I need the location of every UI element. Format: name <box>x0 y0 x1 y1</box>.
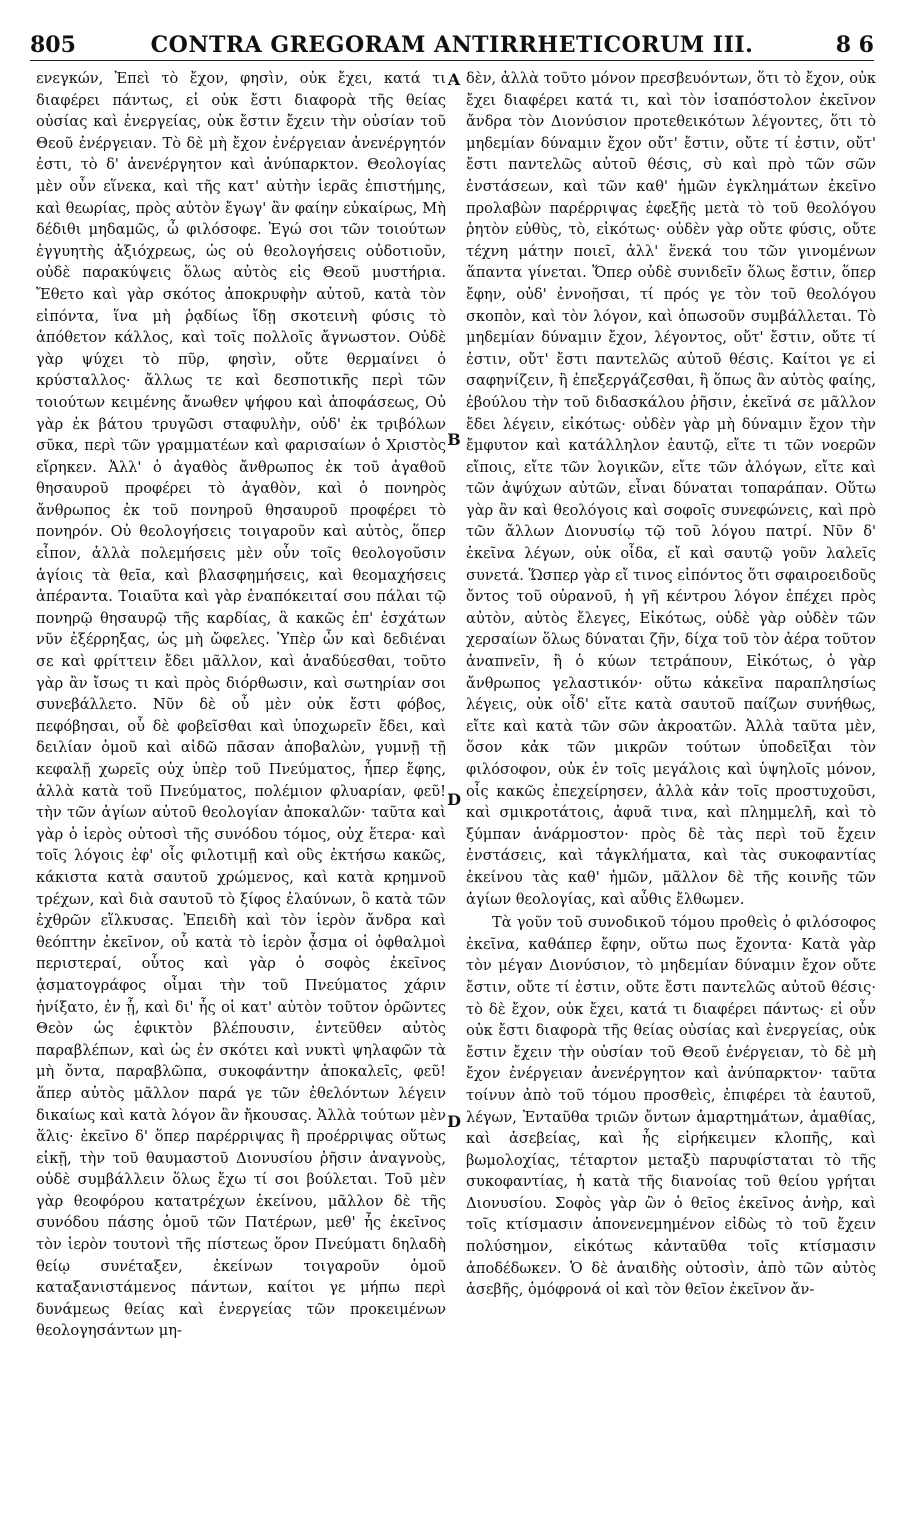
running-header <box>30 22 874 61</box>
margin-marker-d: D <box>447 1112 461 1131</box>
left-column <box>36 68 446 1518</box>
right-column <box>466 68 876 1518</box>
page-number-right: 8 6 <box>835 32 874 58</box>
right-paragraph-1: δὲν, ἀλλὰ τοῦτο μόνον πρεσβευόντων, ὅτι τὸ ἔχον, οὐκ ἔχει διαφέρει κατά τι, καὶ τὸν ἰσαπόστολον ἐκεῖνον ἄνδρα τὸν Διονύσιον προτεθεικότων λέγοντες, ὅτι τὸ μηδεμίαν δύναμιν ἔχον οὔτ' ἔστιν, οὔτε τί ἐστιν, οὔτ' ἔστι παντελῶς αὐτοῦ θέσις, σὺ καὶ πρὸ τῶν σῶν ἐνστάσεων, καὶ τῶν καθ' ἡμῶν ἐγκλημάτων ἐκεῖνο προλαβὼν παρέρριψας ἐφεξῆς μετὰ τὸ τοῦ θεολόγου ῥητὸν εὐθὺς, τὸ, εἰκότως· οὐδὲν γὰρ οὔτε φύσις, οὔτε τέχνη μάτην ποιεῖ, ἀλλ' ἕνεκά του τῶν γινομένων ἅπαντα γίνεται. Ὅπερ οὐδὲ συνιδεῖν ὅλως ἔστιν, ὅπερ ἔφην, οὐδ' ἐννοῆσαι, τί πρός γε τὸν τοῦ θεολόγου σκοπὸν, καὶ τὸν λόγον, καὶ ὁπωσοῦν συμβάλλεται. Τὸ μηδεμίαν δύναμιν ἔχον, λέγοντος, οὔτ' ἔστιν, οὔτε τί ἐστιν, οὔτ' ἔστι παντελῶς αὐτοῦ θέσις. Καίτοι γε εἰ σαφηνίζειν, ἢ ἐπεξεργάζεσθαι, ἢ ὅπως ἂν αὐτὸς φαίης, ἐβούλου τὴν τοῦ διδασκάλου ῥῆσιν, ἐκεῖνά σε μᾶλλον ἔδει λέγειν, εἰκότως· οὐδὲν γὰρ μὴ δύναμιν ἔχον τὴν ἔμφυτον καὶ κατάλληλον ἑαυτῷ, εἴτε τι τῶν νοερῶν εἴποις, εἴτε τῶν λογικῶν, εἴτε τῶν ἀλόγων, εἴτε καὶ τῶν ἀψύχων αὐτῶν, εἶναι δύναται τοπαράπαν. Οὕτω γὰρ ἂν καὶ θεολόγοις καὶ σοφοῖς συνεφώνεις, καὶ πρὸ τῶν ἄλλων Διονυσίῳ τῷ τοῦ λόγου πατρί. Νῦν δ' ἐκεῖνα λέγων, οὐκ οἶδα, εἴ καὶ σαυτῷ γοῦν λαλεῖς συνετά. Ὥσπερ γὰρ εἴ τινος εἰπόντος ὅτι σφαιροειδοῦς ὄντος τοῦ οὐρανοῦ, ἡ γῆ κέντρου λόγον ἐπέχει πρὸς αὐτὸν, αὐτὸς ἔλεγες, Εἰκότως, οὐδὲ γὰρ οὐδὲν τῶν χερσαίων ὅλως δύναται ζῆν, δίχα τοῦ τὸν ἀέρα τοῦτον ἀναπνεῖν, ἢ ὁ κύων τετράπουν, Εἰκότως, ὁ γὰρ ἄνθρωπος γελαστικόν· οὕτω κἀκεῖνα παραπλησίως λέγεις, οὐκ οἶδ' εἴτε κατὰ σαυτοῦ παίζων συνήθως, εἴτε καὶ κατὰ τῶν σῶν ἀκροατῶν. Ἀλλὰ ταῦτα μὲν, ὅσον κἀκ τῶν μικρῶν τούτων ὑποδεῖξαι τὸν φιλόσοφον, οὐκ ἐν τοῖς μεγάλοις καὶ ὑψηλοῖς μόνον, οἷς κακῶς ἐπεχείρησεν, ἀλλὰ κἀν τοῖς προστυχοῦσι, καὶ σμικροτάτοις, ἀφυᾶ τινα, καὶ πλημμελῆ, καὶ τὸ ξύμπαν ἀνάρμοστον· πρὸς δὲ τὰς περὶ τοῦ ἔχειν ἐνστάσεις, καὶ τἀγκλήματα, καὶ τὰς συκοφαντίας ἐκείνου τὰς καθ' ἡμῶν, μᾶλλον δὲ τῆς κοινῆς τῶν ἁγίων θεολογίας, καὶ αὖθις ἔλθωμεν. <box>466 70 876 908</box>
page-number-left: 805 <box>30 32 76 58</box>
right-paragraph-2: Τὰ γοῦν τοῦ συνοδικοῦ τόμου προθεὶς ὁ φιλόσοφος ἐκεῖνα, καθάπερ ἔφην, οὕτω πως ἔχοντα· Κατὰ γὰρ τὸν μέγαν Διονύσιον, τὸ μηδεμίαν δύναμιν ἔχον οὔτε ἔστιν, οὔτε τί ἐστιν, οὔτε ἔστι παντελῶς αὐτοῦ θέσις· τὸ δὲ ἔχον, οὐκ ἔχει, κατά τι διαφέρει πάντως· εἰ οὖν οὐκ ἔστι διαφορὰ τῆς θείας οὐσίας καὶ ἐνεργείας, οὐκ ἔστιν ἔχειν τὴν οὐσίαν τοῦ Θεοῦ ἐνέργειαν, τὸ δὲ μὴ ἔχον ἐνέργειαν ἀνενέργητον καὶ ἀνύπαρκτον· ταῦτα τοίνυν ἀπὸ τοῦ τόμου προσθεὶς, ἐπιφέρει τὰ ἑαυτοῦ, λέγων, Ἐνταῦθα τριῶν ὄντων ἁμαρτημάτων, ἀμαθίας, καὶ ἀσεβείας, καὶ ἧς εἰρήκειμεν κλοπῆς, καὶ βωμολοχίας, τέταρτον μεταξὺ παρυφίσταται τὸ τῆς συκοφαντίας, ἡ κατὰ τῆς διανοίας τοῦ θείου γρήται Διονυσίου. Σοφὸς γὰρ ὢν ὁ θεῖος ἐκεῖνος ἀνὴρ, καὶ τοῖς κτίσμασιν ἀπονενεμημένον εἰδὼς τὸ τοῦ ἔχειν πολύσημον, εἰκότως κἀνταῦθα τοῖς κτίσμασιν ἀποδέδωκεν. Ὁ δὲ ἀναιδὴς οὑτοσὶν, ἀπὸ τῶν αὐτὸς ἀσεβῆς, ὁμόφρονά οἱ καὶ τὸν θεῖον ἐκεῖνον ἄν- <box>466 914 876 1299</box>
margin-marker-a: A <box>447 70 461 89</box>
left-paragraph-1: ενεγκών, Ἐπεὶ τὸ ἔχον, φησὶν, οὐκ ἔχει, κατά τι διαφέρει πάντως, εἰ οὐκ ἔστι διαφορὰ τῆς θείας οὐσίας καὶ ἐνεργείας, οὐκ ἔστιν ἔχειν τὴν οὐσίαν τοῦ Θεοῦ ἐνέργειαν. Τὸ δὲ μὴ ἔχον ἐνέργειαν ἀνενέργητόν ἐστι, τὸ δ' ἀνενέργητον καὶ ἀνύπαρκτον. Θεολογίας μὲν οὖν εἵνεκα, καὶ τῆς κατ' αὐτὴν ἱερᾶς ἐπιστήμης, καὶ θεωρίας, πρὸς αὐτὸν ἔγωγ' ἂν φαίην εὐκαίρως, Μὴ δέδιθι μηδαμῶς, ὦ φιλόσοφε. Ἐγώ σοι τῶν τοιούτων ἐγγυητὴς ἀξιόχρεως, ὡς οὐ θεολογήσεις οὐδοτιοῦν, οὐδὲ παρακύψεις ὅλως αὐτὸς εἰς Θεοῦ μυστήρια. Ἔθετο καὶ γὰρ σκότος ἀποκρυφὴν αὐτοῦ, κατὰ τὸν εἰπόντα, ἵνα μὴ ῥᾳδίως ἴδῃ σκοτεινὴ φύσις τὸ ἀπόθετον κάλλος, καὶ τοῖς πολλοῖς ἄγνωστον. Οὐδὲ γὰρ ψύχει τὸ πῦρ, φησὶν, οὔτε θερμαίνει ὁ κρύσταλλος· ἄλλως τε καὶ δεσποτικῆς περὶ τῶν τοιούτων κειμένης ἄνωθεν ψήφου καὶ ἀποφάσεως, Οὐ γὰρ ἐκ βάτου τρυγῶσι σταφυλὴν, οὐδ' ἐκ τριβόλων σῦκα, περὶ τῶν γραμματέων καὶ φαρισαίων ὁ Χριστὸς εἴρηκεν. Ἀλλ' ὁ ἀγαθὸς ἄνθρωπος ἐκ τοῦ ἀγαθοῦ θησαυροῦ προφέρει τὸ ἀγαθὸν, καὶ ὁ πονηρὸς ἄνθρωπος ἐκ τοῦ πονηροῦ θησαυροῦ προφέρει τὸ πονηρόν. Οὐ θεολογήσεις τοιγαροῦν καὶ αὐτὸς, ὅπερ εἶπον, ἀλλὰ πολεμήσεις μὲν οὖν τοῖς θεολογοῦσιν ἁγίοις τὰ θεῖα, καὶ βλασφημήσεις, καὶ θεομαχήσεις ἀπέραντα. Τοιαῦτα καὶ γὰρ ἐναπόκειταί σου πάλαι τῷ πονηρῷ θησαυρῷ τῆς καρδίας, ἃ κακῶς ἐπ' ἐσχάτων νῦν ἐξέρρηξας, ὡς μὴ ὤφελες. Ὑπὲρ ὧν καὶ δεδιέναι σε καὶ φρίττειν ἔδει μᾶλλον, καὶ ἀναδύεσθαι, τοῦτο γὰρ ἂν ἴσως τι καὶ πρὸς διόρθωσιν, καὶ σωτηρίαν σοι συνεβάλλετο. Νῦν δὲ οὗ μὲν οὐκ ἔστι φόβος, πεφόβησαι, οὗ δὲ φοβεῖσθαι καὶ ὑποχωρεῖν ἔδει, καὶ δειλίαν ὁμοῦ καὶ αἰδῶ πᾶσαν ἀποβαλὼν, γυμνῇ τῇ κεφαλῇ χωρεῖς οὐχ ὑπὲρ τοῦ Πνεύματος, ἧπερ ἔφης, ἀλλὰ κατὰ τοῦ Πνεύματος, πολέμιον φλυαρίαν, φεῦ! τὴν τῶν ἁγίων αὐτοῦ θεολογίαν ἀποκαλῶν· ταῦτα καὶ γὰρ ὁ ἱερὸς οὑτοσὶ τῆς συνόδου τόμος, οὐχ ἕτερα· καὶ τοῖς λόγοις ἐφ' οἷς φιλοτιμῇ καὶ οὓς ἐκτήσω κακῶς, κάκιστα κατὰ σαυτοῦ χρώμενος, καὶ κατὰ κρημνοῦ τρέχων, καὶ διὰ σαυτοῦ τὸ ξίφος ἐλαύνων, ὃ κατὰ τῶν ἐχθρῶν εἵλκυσας. Ἐπειδὴ καὶ τὸν ἱερὸν ἄνδρα καὶ θεόπτην ἐκεῖνον, οὗ κατὰ τὸ ἱερὸν ᾆσμα οἱ ὀφθαλμοὶ περιστεραί, οὗτος καὶ γὰρ ὁ σοφὸς ἐκεῖνος ᾀσματογράφος οἶμαι τὴν τοῦ Πνεύματος χάριν ἠνίξατο, ἐν ᾗ, καὶ δι' ἧς οἱ κατ' αὐτὸν τοῦτον ὁρῶντες Θεὸν ὡς ἐφικτὸν βλέπουσιν, ἐντεῦθεν αὐτὸς παραβλέπων, καὶ ὡς ἐν σκότει καὶ νυκτὶ ψηλαφῶν τὰ μὴ ὄντα, παραβλῶπα, συκοφάντην ἀποκαλεῖς, φεῦ! ἅπερ αὐτὸς μᾶλλον παρά γε τῶν ἐθελόντων λέγειν δικαίως καὶ κατὰ λόγον ἂν ἤκουσας. Ἀλλὰ τούτων μὲν ἅλις· ἐκεῖνο δ' ὅπερ παρέρριψας ἢ προέρριψας οὕτως εἰκῇ, τὴν τοῦ θαυμαστοῦ Διονυσίου ῥῆσιν ἀναγνοὺς, οὐδὲ συμβάλλειν ὅλως ἔχω τί σοι βούλεται. Τοῦ μὲν γὰρ θεοφόρου κατατρέχων ἐκείνου, μᾶλλον δὲ τῆς συνόδου πάσης ὁμοῦ τῶν Πατέρων, μεθ' ἧς ἐκεῖνος τὸν ἱερὸν τουτονὶ τῆς πίστεως ὅρον Πνεύματι δηλαδὴ θείῳ συνέταξεν, ἐκείνων τοιγαροῦν ὁμοῦ καταξανιστάμενος πάντων, καίτοι γε μήπω περὶ δυνάμεως θείας καὶ ἐνεργείας τῶν προκειμένων θεολογησάντων μη- <box>36 70 446 1340</box>
margin-marker-c: D <box>447 790 461 809</box>
margin-marker-b: B <box>447 430 461 449</box>
running-title: CONTRA GREGORAM ANTIRRHETICORUM III. <box>150 32 754 58</box>
